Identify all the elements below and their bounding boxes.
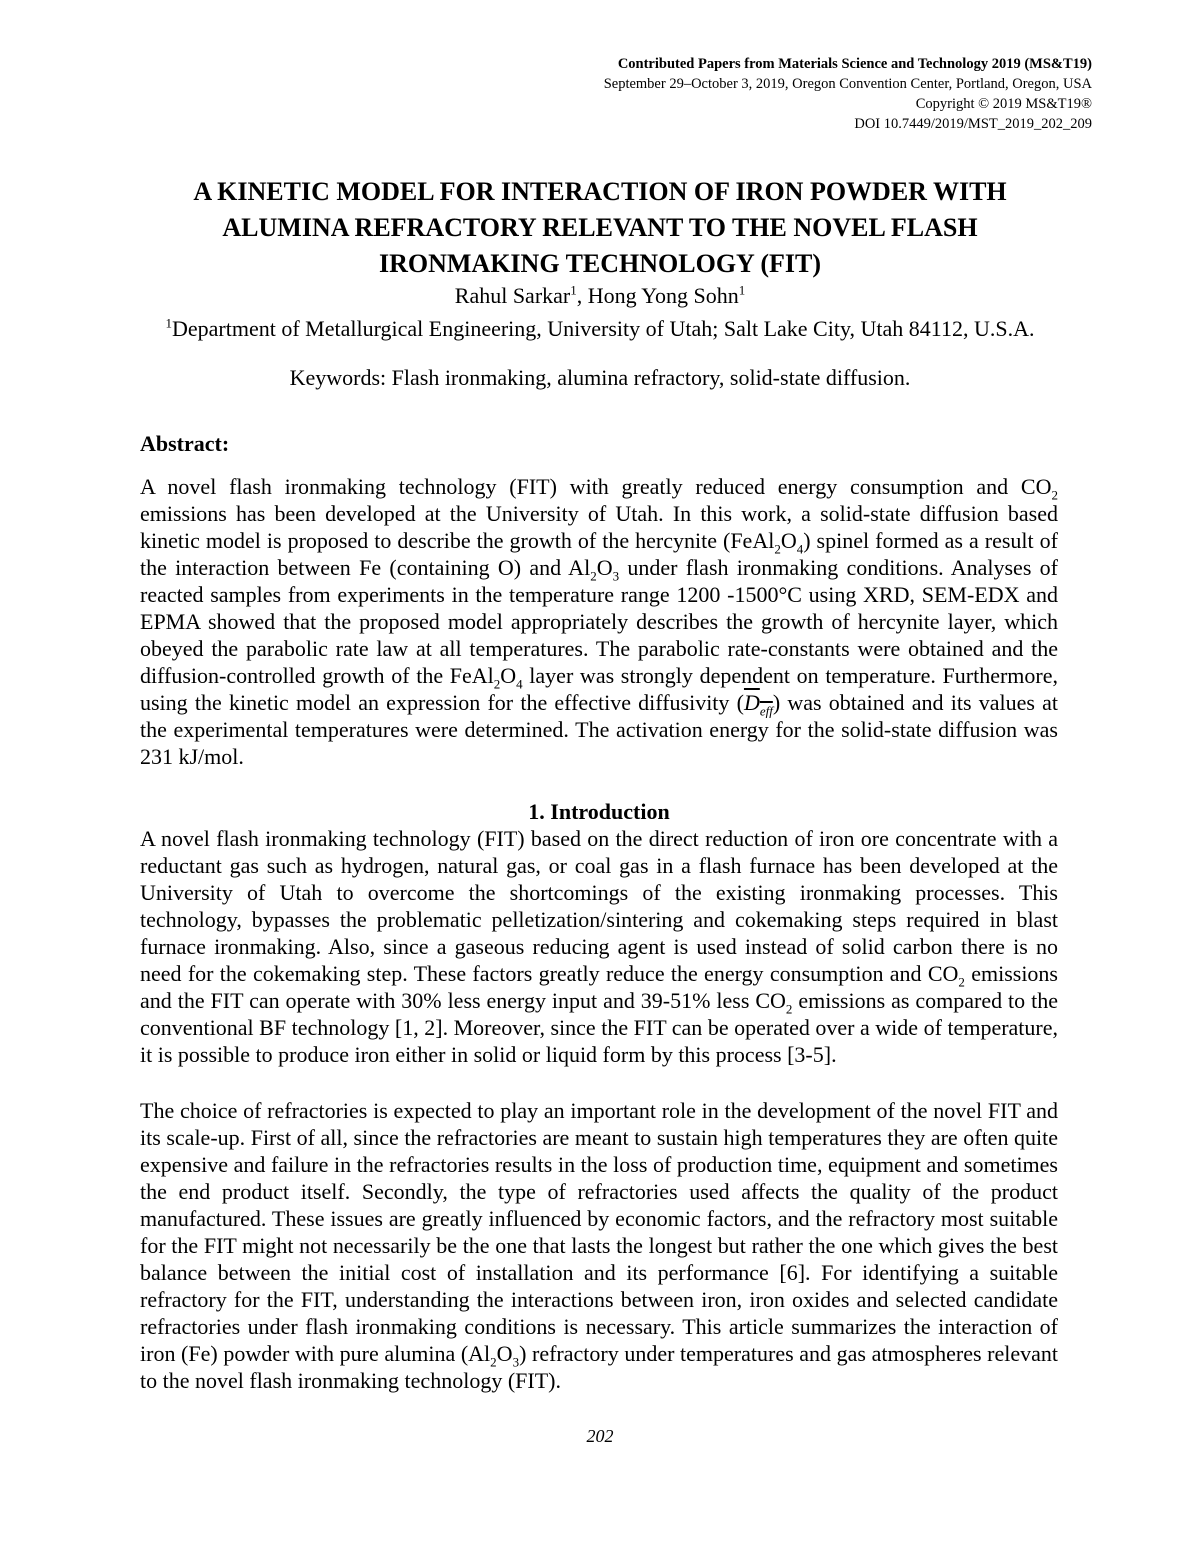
keywords: Keywords: Flash ironmaking, alumina refractory, solid-state diffusion. — [289, 365, 911, 390]
page-number: 202 — [586, 1426, 614, 1446]
affiliation-text: Department of Metallurgical Engineering, University of Utah; Salt Lake City, Utah 84112, U.S.A. — [171, 316, 1035, 341]
header-proceedings-line: Contributed Papers from Materials Science and Technology 2019 (MS&T19) — [617, 56, 1092, 72]
author-name: Rahul Sarkar — [454, 283, 571, 308]
author-separator: , — [576, 283, 588, 308]
author-affiliation-mark: 1 — [570, 282, 577, 298]
abstract-heading: Abstract: — [140, 431, 230, 456]
effective-diffusivity-symbol: $D_{eff}$ — [743, 690, 773, 719]
title-line-1: A KINETIC MODEL FOR INTERACTION OF IRON POWDER WITH — [193, 177, 1007, 206]
abstract-paragraph: A novel flash ironmaking technology (FIT) with greatly reduced energy consumption and $CO_2$ emissions has been developed at the University of Utah. In this work, a solid-state diffusion based kinetic model is proposed to describe the growth of the hercynite $(FeAl_2O_4)$ spinel formed as a result of the interaction between Fe (containing O) and $Al_2O_3$ under flash ironmaking conditions. Analyses of reacted samples from experiments in the temperature range 1200 -1500°C using XRD, SEM-EDX and EPMA showed that the proposed model appropriately describes the growth of hercynite layer, which obeyed the parabolic rate law at all temperatures. The parabolic rate-constants were obtained and the diffusion-controlled growth of the $FeAl_2O_4$ layer was strongly dependent on temperature. Furthermore, using the kinetic model an expression for the effective diffusivity $(D_{eff})$ was obtained and its values at the experimental temperatures were determined. The activation energy for the solid-state diffusion was 231 kJ/mol. — [140, 474, 1059, 769]
conference-header — [604, 54, 1092, 134]
author-name: Hong Yong Sohn — [587, 283, 739, 308]
header-doi-line: DOI 10.7449/2019/MST_2019_202_209 — [854, 116, 1092, 132]
affiliation — [140, 315, 1060, 341]
header-copyright-line: Copyright © 2019 MS&T19® — [915, 96, 1092, 112]
author-affiliation-mark: 1 — [738, 282, 746, 298]
header-dates-line: September 29–October 3, 2019, Oregon Convention Center, Portland, Oregon, USA — [603, 76, 1092, 92]
introduction-paragraph-1: A novel flash ironmaking technology (FIT) based on the direct reduction of iron ore concentrate with a reductant gas such as hydrogen, natural gas, or coal gas in a flash furnace has been developed at the University of Utah to overcome the shortcomings of the existing ironmaking processes. This technology, bypasses the problematic pelletization/sintering and cokemaking steps required in blast furnace ironmaking. Also, since a gaseous reducing agent is used instead of solid carbon there is no need for the cokemaking step. These factors greatly reduce the energy consumption and $CO_2$ emissions and the FIT can operate with 30% less energy input and 39-51% less $CO_2$ emissions as compared to the conventional BF technology [1, 2]. Moreover, since the FIT can be operated over a wide of temperature, it is possible to produce iron either in solid or liquid form by this process [3-5]. — [140, 826, 1058, 1067]
author-list — [140, 282, 1060, 310]
introduction-heading: 1. Introduction — [528, 799, 670, 824]
title-line-3: IRONMAKING TECHNOLOGY (FIT) — [378, 249, 822, 278]
title-line-2: ALUMINA REFRACTORY RELEVANT TO THE NOVEL FLASH — [222, 213, 978, 242]
introduction-paragraph-2: The choice of refractories is expected to play an important role in the development of the novel FIT and its scale-up. First of all, since the refractories are meant to sustain high temperatures they are often quite expensive and failure in the refractories results in the loss of production time, equipment and sometimes the end product itself. Secondly, the type of refractories used affects the quality of the product manufactured. These issues are greatly influenced by economic factors, and the refractory most suitable for the FIT might not necessarily be the one that lasts the longest but rather the one which gives the best balance between the initial cost of installation and its performance [6]. For identifying a suitable refractory for the FIT, understanding the interactions between iron, iron oxides and selected candidate refractories under flash ironmaking conditions is necessary. This article summarizes the interaction of iron (Fe) powder with pure alumina $(Al_2O_3)$ refractory under temperatures and gas atmospheres relevant to the novel flash ironmaking technology (FIT). — [140, 1098, 1059, 1393]
affiliation-mark: 1 — [165, 315, 172, 331]
paper-title — [140, 174, 1060, 282]
